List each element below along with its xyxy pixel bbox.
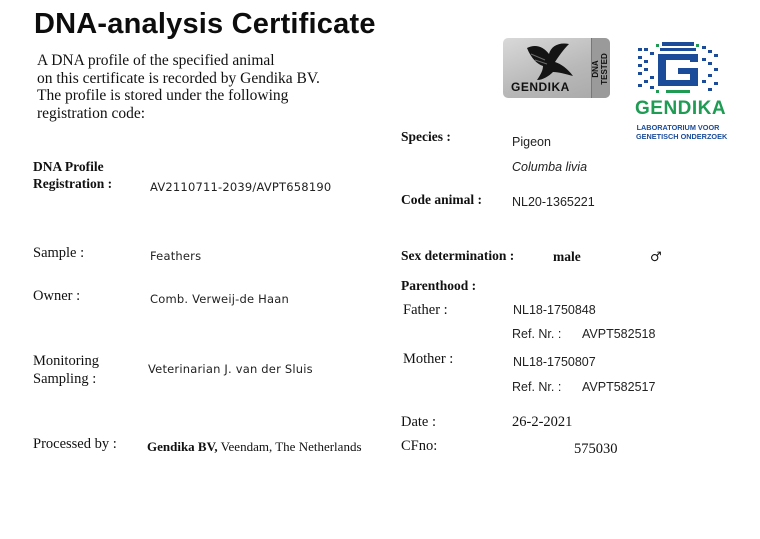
sample-label: Sample :	[33, 245, 85, 261]
cfno-value: 575030	[574, 441, 618, 457]
gendika-g-logo-icon	[636, 42, 720, 96]
species-label: Species :	[401, 129, 451, 144]
gendika-logo-word: GENDIKA	[635, 98, 727, 119]
species-latin-value: Columba livia	[512, 160, 588, 174]
badge-brand: GENDIKA	[511, 80, 570, 94]
code-animal-label: Code animal :	[401, 192, 482, 207]
dna-profile-label: DNA Profile	[33, 159, 104, 174]
sex-value: male	[553, 249, 581, 264]
processed-place: Veendam, The Netherlands	[217, 439, 362, 454]
badge-side-strip	[591, 38, 610, 98]
cfno-label: CFno:	[401, 438, 438, 454]
father-value: NL18-1750848	[513, 303, 596, 317]
date-label: Date :	[401, 414, 437, 430]
dna-tested-badge	[503, 38, 610, 98]
processed-label: Processed by :	[33, 436, 117, 452]
intro-line-3: The profile is stored under the following	[37, 87, 289, 104]
date-value: 26-2-2021	[512, 414, 573, 430]
logo-sub-line-2: GENETISCH ONDERZOEK	[636, 132, 728, 141]
gendika-logo-subtitle	[636, 123, 728, 141]
parenthood-label: Parenthood :	[401, 278, 477, 293]
sample-value: Feathers	[150, 249, 202, 263]
registration-label: Registration :	[33, 176, 113, 191]
owner-label: Owner :	[33, 288, 81, 304]
intro-line-2: on this certificate is recorded by Gendika BV.	[37, 69, 320, 87]
mother-ref-label: Ref. Nr. :	[512, 380, 562, 394]
processed-value	[147, 439, 362, 455]
registration-value: AV2110711-2039/AVPT658190	[150, 180, 332, 194]
code-animal-value: NL20-1365221	[512, 195, 595, 209]
mother-label: Mother :	[403, 351, 454, 367]
father-label: Father :	[403, 302, 448, 318]
sex-determination-label: Sex determination :	[401, 248, 515, 263]
species-common-value: Pigeon	[512, 135, 551, 149]
father-ref-label: Ref. Nr. :	[512, 327, 562, 341]
mother-value: NL18-1750807	[513, 355, 596, 369]
father-ref-value: AVPT582518	[582, 327, 656, 341]
monitoring-value: Veterinarian J. van der Sluis	[148, 362, 313, 376]
monitoring-label: Monitoring	[33, 353, 100, 369]
pigeon-icon	[525, 42, 577, 82]
mother-ref-value: AVPT582517	[582, 380, 656, 394]
sampling-label: Sampling :	[33, 371, 97, 387]
logo-sub-line-1: LABORATORIUM VOOR	[636, 123, 720, 132]
certificate-title: DNA-analysis Certificate	[34, 8, 376, 40]
owner-value: Comb. Verweij-de Haan	[150, 292, 289, 306]
intro-line-1: A DNA profile of the specified animal	[37, 52, 275, 69]
processed-org: Gendika BV,	[147, 439, 218, 454]
male-symbol-icon: ♂	[650, 250, 662, 265]
intro-text	[37, 52, 337, 122]
intro-line-4: registration code:	[37, 104, 146, 122]
badge-side-text: DNA TESTED	[591, 53, 609, 85]
